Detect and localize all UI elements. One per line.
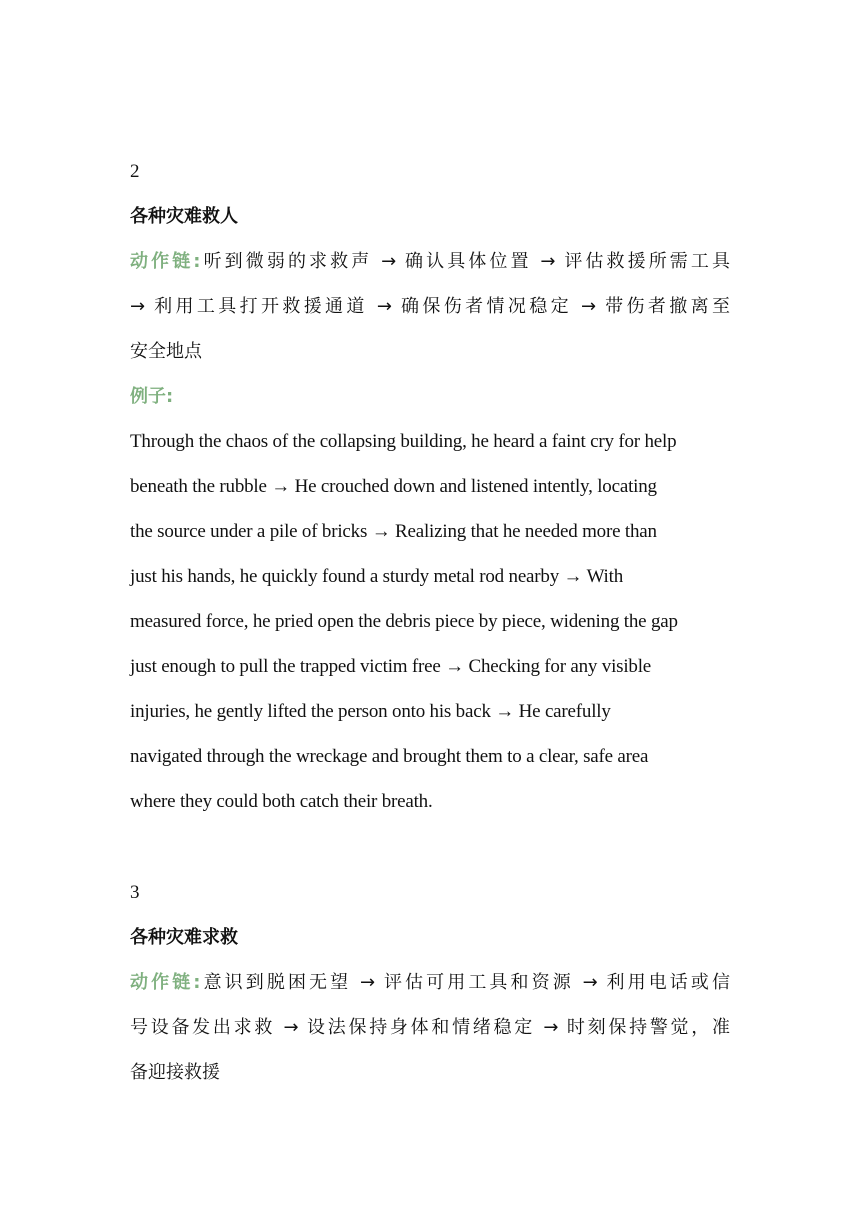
example-line: just his hands, he quickly found a sturdy metal rod nearby → With bbox=[130, 566, 623, 587]
section-number: 2 bbox=[130, 161, 140, 182]
action-chain-line bbox=[130, 971, 730, 995]
section-number: 3 bbox=[130, 882, 140, 903]
example-line: Through the chaos of the collapsing building, he heard a faint cry for help bbox=[130, 431, 677, 452]
example-line: the source under a pile of bricks → Realizing that he needed more than bbox=[130, 521, 657, 542]
example-line: measured force, he pried open the debris piece by piece, widening the gap bbox=[130, 611, 678, 632]
example-line: just enough to pull the trapped victim free → Checking for any visible bbox=[130, 656, 652, 677]
example-label: 例子: bbox=[130, 386, 174, 407]
example-line: injuries, he gently lifted the person onto his back → He carefully bbox=[130, 701, 611, 722]
action-chain-text: 听到微弱的求救声 → 确认具体位置 → 评估救援所需工具 bbox=[200, 251, 730, 272]
action-chain-line: → 利用工具打开救援通道 → 确保伤者情况稳定 → 带伤者撤离至 bbox=[130, 296, 730, 317]
action-chain-text: 意识到脱困无望 → 评估可用工具和资源 → 利用电话或信 bbox=[200, 972, 730, 993]
action-chain-label: 动作链: bbox=[130, 251, 201, 272]
example-line: beneath the rubble → He crouched down and listened intently, locating bbox=[130, 476, 657, 497]
section-title: 各种灾难救人 bbox=[130, 206, 238, 227]
action-chain-line bbox=[130, 250, 730, 274]
example-line: where they could both catch their breath. bbox=[130, 791, 433, 812]
action-chain-line: 安全地点 bbox=[130, 341, 202, 362]
action-chain-label: 动作链: bbox=[130, 972, 201, 993]
example-line: navigated through the wreckage and brought them to a clear, safe area bbox=[130, 746, 649, 767]
section-title: 各种灾难求救 bbox=[130, 927, 238, 948]
action-chain-line: 备迎接救援 bbox=[130, 1062, 220, 1083]
action-chain-line: 号设备发出求救 → 设法保持身体和情绪稳定 → 时刻保持警觉，准 bbox=[130, 1017, 730, 1038]
